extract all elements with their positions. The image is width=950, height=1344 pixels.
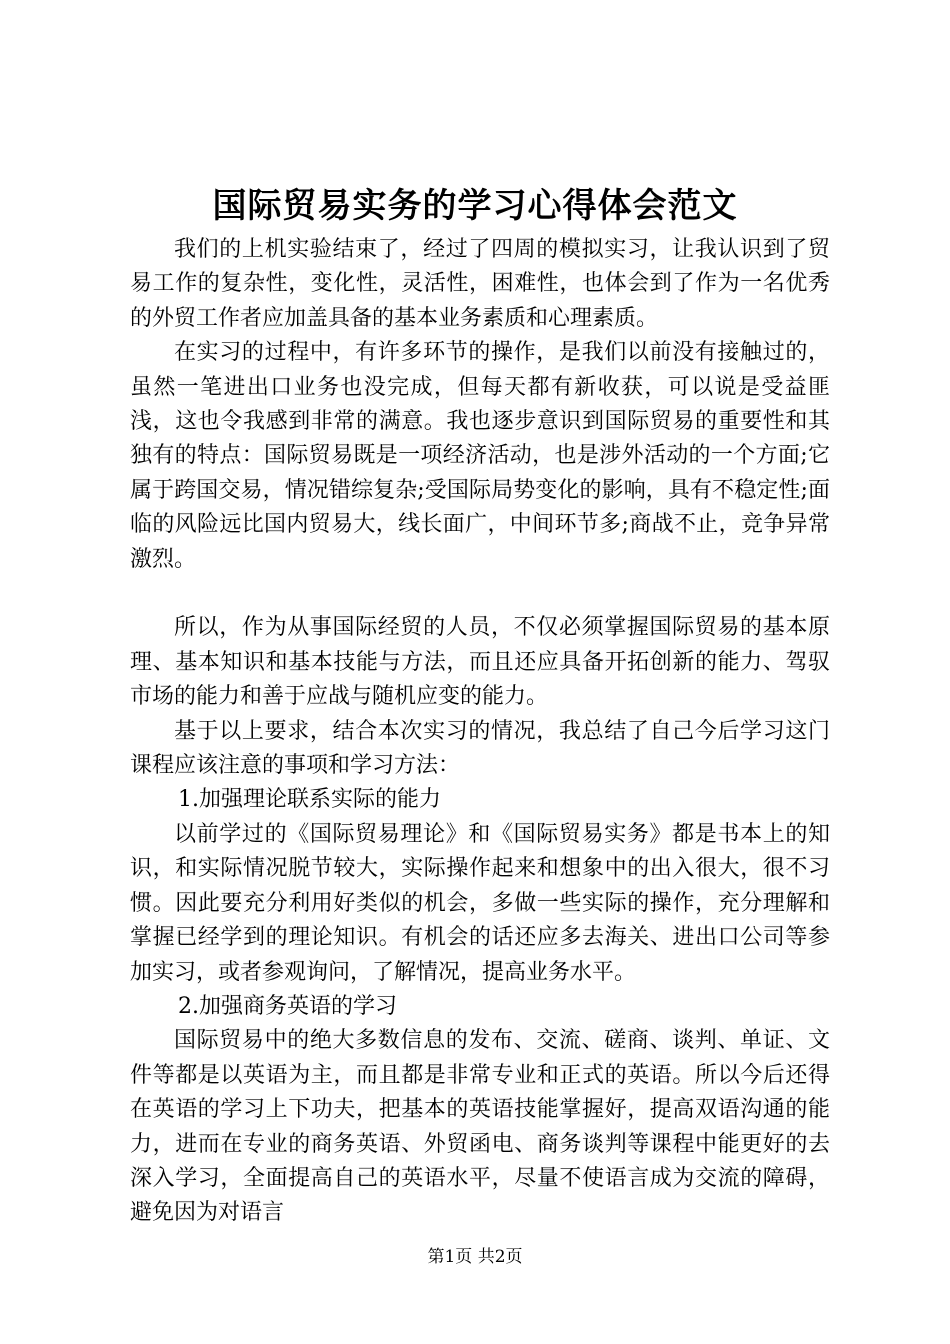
paragraph: 所以，作为从事国际经贸的人员，不仅必须掌握国际贸易的基本原理、基本知识和基本技能与方法，而且还应具备开拓创新的能力、驾驭市场的能力和善于应战与随机应变的能力。 [130,615,830,710]
paragraph: 在实习的过程中，有许多环节的操作，是我们以前没有接触过的，虽然一笔进出口业务也没完成，但每天都有新收获，可以说是受益匪浅，这也令我感到非常的满意。我也逐步意识到国际贸易的重要性和其独有的特点：国际贸易既是一项经济活动，也是涉外活动的一个方面;它属于跨国交易，情况错综复杂;受国际局势变化的影响，具有不稳定性;面临的风险远比国内贸易大，线长面广，中间环节多;商战不止，竞争异常激烈。 [130,340,830,572]
section-heading: 2.加强商务英语的学习 [178,993,397,1019]
paragraph: 国际贸易中的绝大多数信息的发布、交流、磋商、谈判、单证、文件等都是以英语为主，而且都是非常专业和正式的英语。所以今后还得在英语的学习上下功夫，把基本的英语技能掌握好，提高双语沟通的能力，进而在专业的商务英语、外贸函电、商务谈判等课程中能更好的去深入学习，全面提高自己的英语水平，尽量不使语言成为交流的障碍，避免因为对语言 [130,1028,830,1226]
paragraph: 我们的上机实验结束了，经过了四周的模拟实习，让我认识到了贸易工作的复杂性，变化性，灵活性，困难性，也体会到了作为一名优秀的外贸工作者应加盖具备的基本业务素质和心理素质。 [130,237,830,331]
page-footer: 第1页 共2页 [427,1247,523,1267]
document-body [130,233,830,1231]
paragraph: 以前学过的《国际贸易理论》和《国际贸易实务》都是书本上的知识，和实际情况脱节较大，实际操作起来和想象中的出入很大，很不习惯。因此要充分利用好类似的机会，多做一些实际的操作，充分理解和掌握已经学到的理论知识。有机会的话还应多去海关、进出口公司等参加实习，或者参观询问，了解情况，提高业务水平。 [130,821,830,985]
paragraph: 基于以上要求，结合本次实习的情况，我总结了自己今后学习这门课程应该注意的事项和学习方法： [130,718,830,779]
section-heading: 1.加强理论联系实际的能力 [178,787,441,813]
blank-line [130,577,830,611]
document-title: 国际贸易实务的学习心得体会范文 [212,186,738,226]
